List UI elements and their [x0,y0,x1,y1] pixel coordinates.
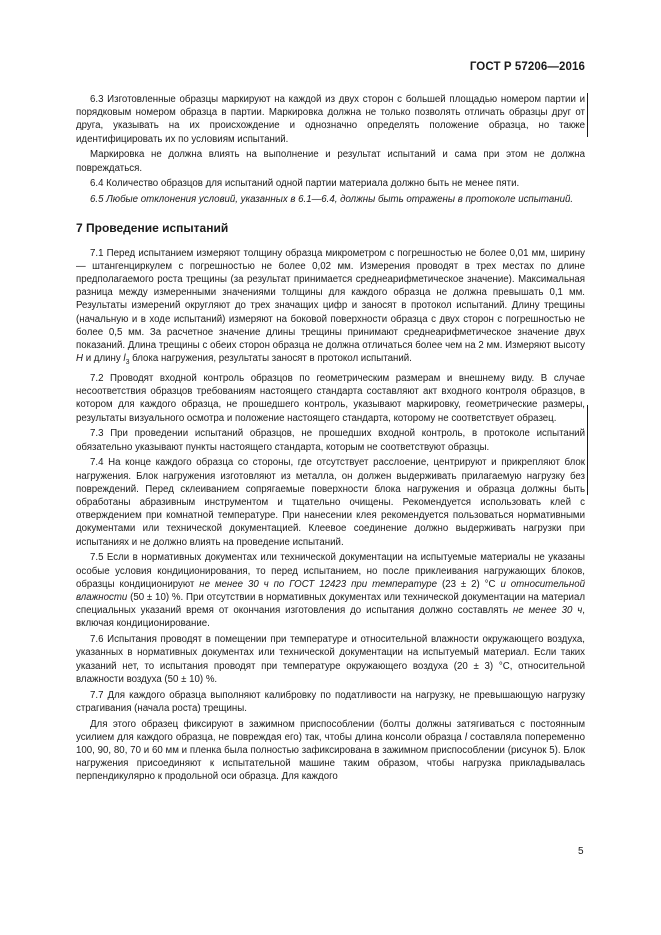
paragraph-6-3: 6.3 Изготовленные образцы маркируют на каждой из двух сторон с большей площадью номером партии и порядковым номером образца в партии. Маркировка должна не только позволять отличать образцы друг от друга, указывать на их происхождение и однозначно определять положение образца, но также идентифицировать их по условиям испытаний. [76,94,585,145]
document-code: ГОСТ Р 57206—2016 [469,61,585,73]
paragraph-7-7: 7.7 Для каждого образца выполняют калибровку по податливости на нагрузку, не превышающую нагрузку страгивания (начала роста) трещины. [76,689,585,714]
text-run-italic: не менее 30 ч [512,605,583,617]
paragraph-7-3: 7.3 При проведении испытаний образцов, не прошедших входной контроль, в протоколе испытаний обязательно указывают пункты настоящего стандарта, которым не соответствуют образцы. [76,428,585,453]
paragraph-6-4: 6.4 Количество образцов для испытаний одной партии материала должно быть не менее пяти. [90,178,520,190]
subscript: 3 [125,359,130,367]
change-bar [587,405,588,495]
paragraph-6-5: 6.5 Любые отклонения условий, указанных в 6.1—6.4, должны быть отражены в протоколе испытаний. [90,194,574,206]
paragraph-marking: Маркировка не должна влиять на выполнение и результат испытаний и сама при этом не должна повреждаться. [76,149,585,174]
text-run: 7.1 Перед испытанием измеряют толщину образца микрометром с погрешностью не более 0,01 мм, ширину — штангенциркулем с погрешностью не более 0,02 мм. Измерения проводят в трех местах по длине предполагаемого роста трещины (за результат принимается среднеарифметическое значение). Максимальная разница между измеренными значениями толщины для каждого образца не должна превышать 0,1 мм. Результаты измерений округляют до трех значащих цифр и заносят в протокол испытаний. Длину трещины (начальную и в ходе испытаний) измеряют на боковой поверхности образца с двух сторон с погрешностью не более 0,5 мм. За расчетное значение длины трещины принимают среднеарифметическое значение двух показаний. Длина трещины с обеих сторон образца не должна отличаться более чем на 2 мм. Измеряют высоту [76,247,585,352]
paragraph-calibration [76,718,585,784]
text-run: , включая кондиционирование. [76,605,585,630]
text-run-italic: H [76,353,83,365]
text-run: (50 ± 10) %. При отсутствии в нормативных документах или технической документации на материал специальных указаний время от окончания изготовления до испытания должно составлять [76,592,585,617]
paragraph-7-5 [76,551,585,630]
text-run-italic: не менее 30 ч по ГОСТ 12423 при температуре [199,578,438,590]
text-run: Для этого образец фиксируют в зажимном приспособлении (болты должны затягиваться с постоянным усилием для каждого образца, не повреждая его) так, чтобы длина консоли образца [76,718,585,743]
text-run: и длину [83,353,124,365]
document-body [76,93,585,786]
paragraph-7-4: 7.4 На конце каждого образца со стороны, где отсутствует расслоение, центрируют и прикрепляют блок нагружения. Блок нагружения изготовляют из металла, он должен выдерживать прилагаемую нагрузку без повреждений. Перед склеиванием сопрягаемые поверхности блока нагружения и образца должны быть обработаны абразивным инструментом и тщательно очищены. Рекомендуется использовать клей с отверждением при комнатной температуре. При нанесении клея рекомендуется пользоваться нормативными документами или технической документацией. Клеевое соединение должно выдерживать нагрузки при испытаниях и не должно влиять на проведение испытаний. [76,457,585,548]
text-run: составляла попеременно 100, 90, 80, 70 и 60 мм и пленка была полностью зафиксирована в зажимном приспособлении (рисунок 5). Блок нагружения присоединяют к испытательной машине таким образом, чтобы нагрузка прикладывалась перпендикулярно к продольной оси образца. Для каждого [76,731,585,783]
text-run: 7.5 Если в нормативных документах или технической документации на испытуемые материалы не указаны особые условия кондиционирования, то перед испытанием, но после приклеивания нагружающих блоков, образцы кондиционируют [76,552,585,590]
change-bar [587,93,588,137]
paragraph-7-1 [76,247,585,370]
text-run-italic: l [464,731,467,743]
text-run-italic: l [123,353,126,365]
text-run-italic: и относительной влажности [76,578,585,603]
text-run: (23 ± 2) °C [437,578,501,590]
section-heading: 7 Проведение испытаний [76,221,229,236]
text-run: блока нагружения, результаты заносят в протокол испытаний. [129,353,412,365]
paragraph-7-6: 7.6 Испытания проводят в помещении при температуре и относительной влажности окружающего воздуха, указанных в нормативных документах или технической документации на испытуемый материал. Если таких указаний нет, то испытания проводят при температуре окружающего воздуха (20 ± 3) °C, относительной влажности воздуха (50 ± 10) %. [76,634,585,685]
paragraph-7-2: 7.2 Проводят входной контроль образцов по геометрическим размерам и внешнему виду. В случае несоответствия образцов требованиям настоящего стандарта составляют акт входного контроля образцов, в котором для каждого образца, не прошедшего контроль, указывают маркировку, геометрические размеры, результаты визуального осмотра и положение настоящего стандарта, которому не соответствует образец. [76,372,585,424]
page-number: 5 [578,846,584,857]
